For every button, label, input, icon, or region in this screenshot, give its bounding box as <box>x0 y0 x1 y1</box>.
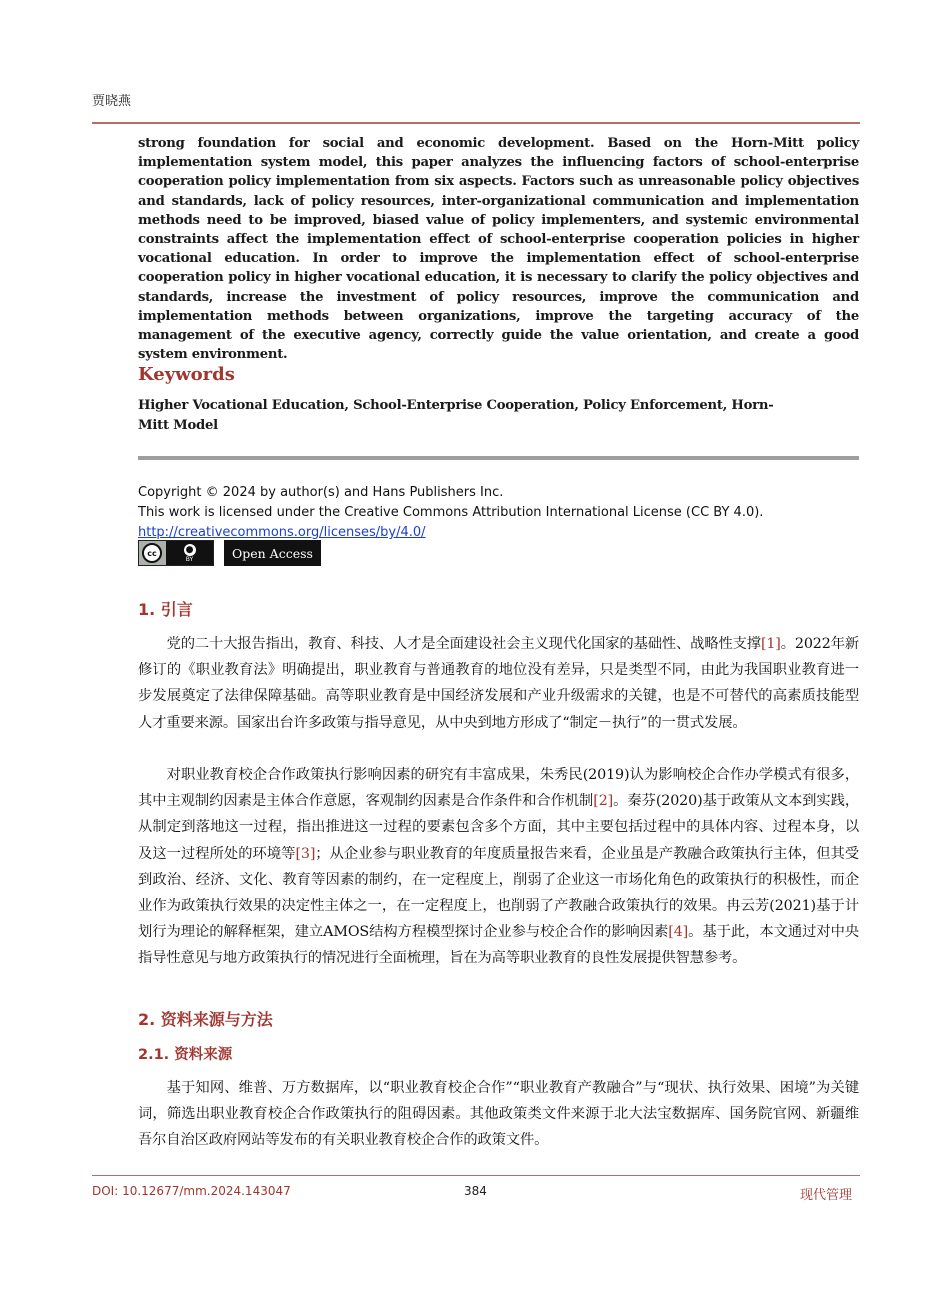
footer-divider <box>92 1175 860 1176</box>
copyright-line: Copyright © 2024 by author(s) and Hans Publishers Inc. <box>138 485 504 500</box>
person-icon: ● <box>184 544 196 556</box>
section-divider <box>138 456 859 460</box>
footer-page-number: 384 <box>464 1184 487 1198</box>
header-divider <box>92 122 860 124</box>
citation-link[interactable]: [4] <box>668 924 689 941</box>
keywords-text: Higher Vocational Education, School-Enterprise Cooperation, Policy Enforcement, Horn-Mitt Model <box>138 398 774 433</box>
text-run: 。2022年新修订的《职业教育法》明确提出，职业教育与普通教育的地位没有差异，只是类型不同，由此为我国职业教育进一步发展奠定了法律保障基础。高等职业教育是中国经济发展和产业升级需求的关键，也是不可替代的高素质技能型人才重要来源。国家出台许多政策与指导意见，从中央到地方形成了“制定－执行”的一贯式发展。 <box>138 636 859 731</box>
cc-icon: cc <box>142 543 162 563</box>
keywords-heading: Keywords <box>138 364 235 385</box>
citation-link[interactable]: [3] <box>295 845 316 862</box>
license-line: This work is licensed under the Creative Commons Attribution International License (CC BY 4.0). <box>138 505 764 520</box>
citation-link[interactable]: [1] <box>760 636 781 652</box>
open-access-badge[interactable]: Open Access <box>224 540 321 566</box>
citation-link[interactable]: [2] <box>593 793 614 810</box>
section-heading-introduction: 1. 引言 <box>138 600 193 619</box>
abstract-text: strong foundation for social and economic development. Based on the Horn-Mitt policy implementation system model, this paper analyzes the influencing factors of school-enterprise cooperation policy implementation from six aspects. Factors such as unreasonable policy objectives and standards, lack of policy resources, inter-organizational communication and implementation methods need to be improved, biased value of policy implementers, and systemic environmental constraints affect the implementation effect of school-enterprise cooperation policies in higher vocational education. In order to improve the implementation effect of school-enterprise cooperation policy in higher vocational education, it is necessary to clarify the policy objectives and standards, increase the investment of policy resources, improve the communication and implementation methods between organizations, improve the targeting accuracy of the management of the executive agency, correctly guide the value orientation, and create a good system environment. <box>138 136 859 363</box>
text-run: 对职业教育校企合作政策执行影响因素的研究有丰富成果，朱秀民(2019)认为影响校企合作办学模式有很多，其中主观制约因素是主体合作意愿，客观制约因素是合作条件和合作机制 <box>138 767 859 810</box>
copyright-block <box>138 483 858 543</box>
text-run: 党的二十大报告指出，教育、科技、人才是全面建设社会主义现代化国家的基础性、战略性支撑 <box>166 636 761 652</box>
subsection-heading-sources: 2.1. 资料来源 <box>138 1047 233 1063</box>
by-icon <box>166 541 213 565</box>
text-run: 。秦芬(2020)基于政策从文本到实践，从制定到落地这一过程，指出推进这一过程的要素包含多个方面，其中主要包括过程中的具体内容、过程本身，以及这一过程所处的环境等 <box>138 793 859 862</box>
running-header-author: 贾晓燕 <box>92 94 132 109</box>
section-heading-sources-methods: 2. 资料来源与方法 <box>138 1010 273 1029</box>
intro-paragraph-2 <box>138 762 859 972</box>
license-badges <box>138 540 321 566</box>
footer-journal-name: 现代管理 <box>800 1188 853 1203</box>
by-label: BY <box>185 555 194 563</box>
text-run: ；从企业参与职业教育的年度质量报告来看，企业虽是产教融合政策执行主体，但其受到政治、经济、文化、教育等因素的制约，在一定程度上，削弱了企业这一市场化角色的政策执行的积极性，而企业作为政策执行效果的决定性主体之一，在一定程度上，也削弱了产教融合政策执行的效果。冉云芳(2021)基于计划行为理论的解释框架，建立AMOS结构方程模型探讨企业参与校企合作的影响因素 <box>138 845 859 941</box>
intro-paragraph-1 <box>138 631 859 736</box>
text-run: 。基于此，本文通过对中央指导性意见与地方政策执行的情况进行全面梳理，旨在为高等职业教育的良性发展提供智慧参考。 <box>138 924 860 967</box>
footer-doi[interactable]: DOI: 10.12677/mm.2024.143047 <box>92 1184 291 1198</box>
cc-by-badge[interactable] <box>138 540 214 566</box>
license-link[interactable]: http://creativecommons.org/licenses/by/4.0/ <box>138 525 426 540</box>
sources-paragraph: 基于知网、维普、万方数据库，以“职业教育校企合作”“职业教育产教融合”与“现状、执行效果、困境”为关键词，筛选出职业教育校企合作政策执行的阻碍因素。其他政策类文件来源于北大法宝数据库、国务院官网、新疆维吾尔自治区政府网站等发布的有关职业教育校企合作的政策文件。 <box>138 1080 859 1149</box>
